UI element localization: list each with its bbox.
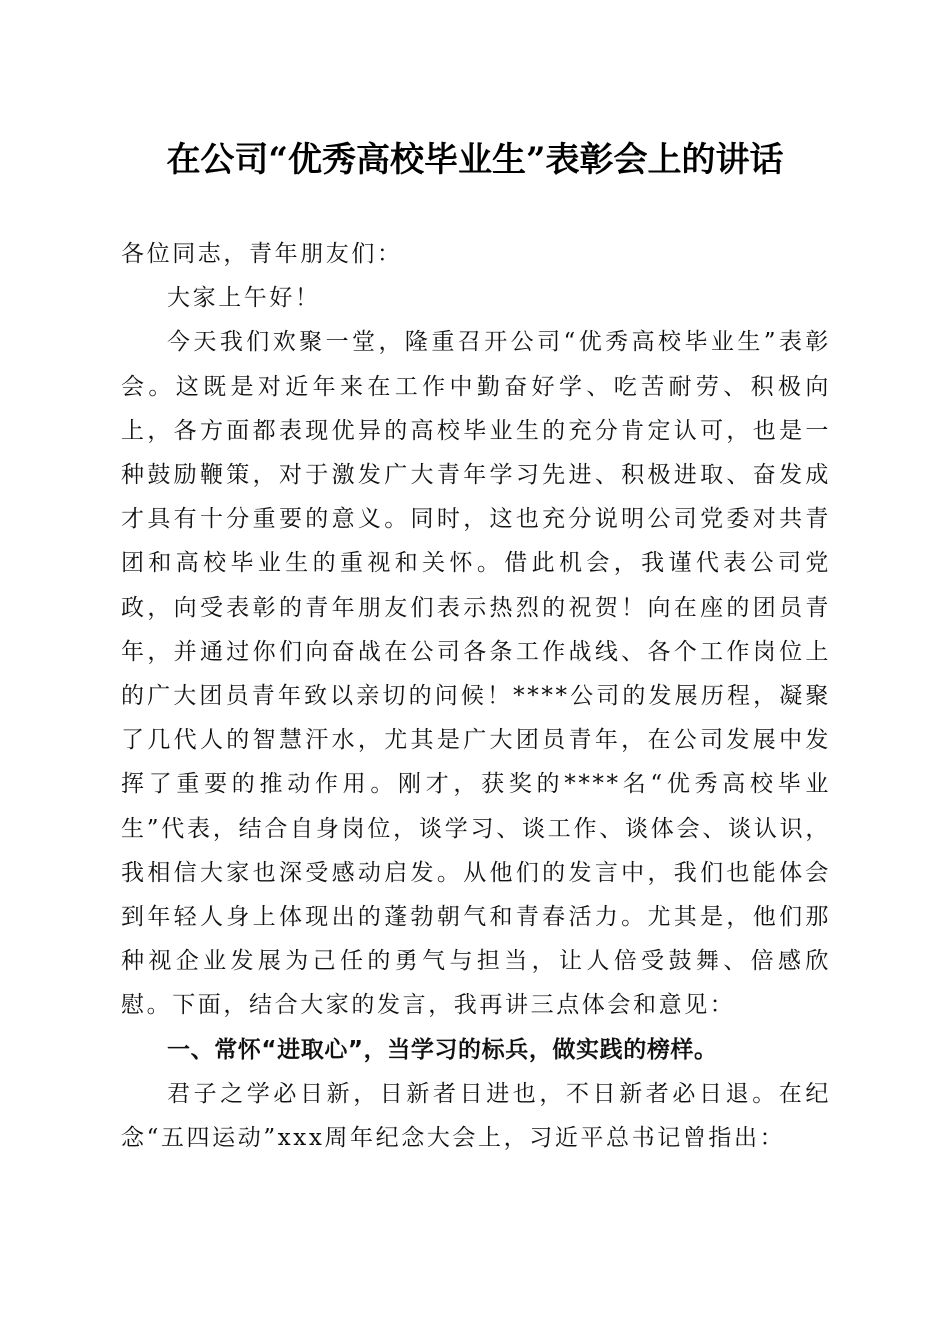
paragraph: 今天我们欢聚一堂，隆重召开公司“优秀高校毕业生”表彰会。这既是对近年来在工作中勤奋好学、吃苦耐劳、积极向上，各方面都表现优异的高校毕业生的充分肯定认可，也是一种鼓励鞭策，对于激发广大青年学习先进、积极进取、奋发成才具有十分重要的意义。同时，这也充分说明公司党委对共青团和高校毕业生的重视和关怀。借此机会，我谨代表公司党政，向受表彰的青年朋友们表示热烈的祝贺！向在座的团员青年，并通过你们向奋战在公司各条工作战线、各个工作岗位上的广大团员青年致以亲切的问候！****公司的发展历程，凝聚了几代人的智慧汗水，尤其是广大团员青年，在公司发展中发挥了重要的推动作用。刚才，获奖的****名“优秀高校毕业生”代表，结合自身岗位，谈学习、谈工作、谈体会、谈认识，我相信大家也深受感动启发。从他们的发言中，我们也能体会到年轻人身上体现出的蓬勃朝气和青春活力。尤其是，他们那种视企业发展为己任的勇气与担当，让人倍受鼓舞、倍感欣慰。下面，结合大家的发言，我再讲三点体会和意见：	[121, 329, 831, 1019]
document-body	[121, 232, 831, 1160]
salutation: 各位同志，青年朋友们：	[121, 241, 403, 267]
section-heading: 一、常怀“进取心”，当学习的标兵，做实践的榜样。	[167, 1036, 718, 1063]
document-title: 在公司“优秀高校毕业生”表彰会上的讲话	[166, 140, 784, 180]
greeting: 大家上午好！	[167, 285, 321, 312]
paragraph: 君子之学必日新，日新者日进也，不日新者必日退。在纪念“五四运动”xxx周年纪念大会上，习近平总书记曾指出：	[121, 1080, 831, 1152]
